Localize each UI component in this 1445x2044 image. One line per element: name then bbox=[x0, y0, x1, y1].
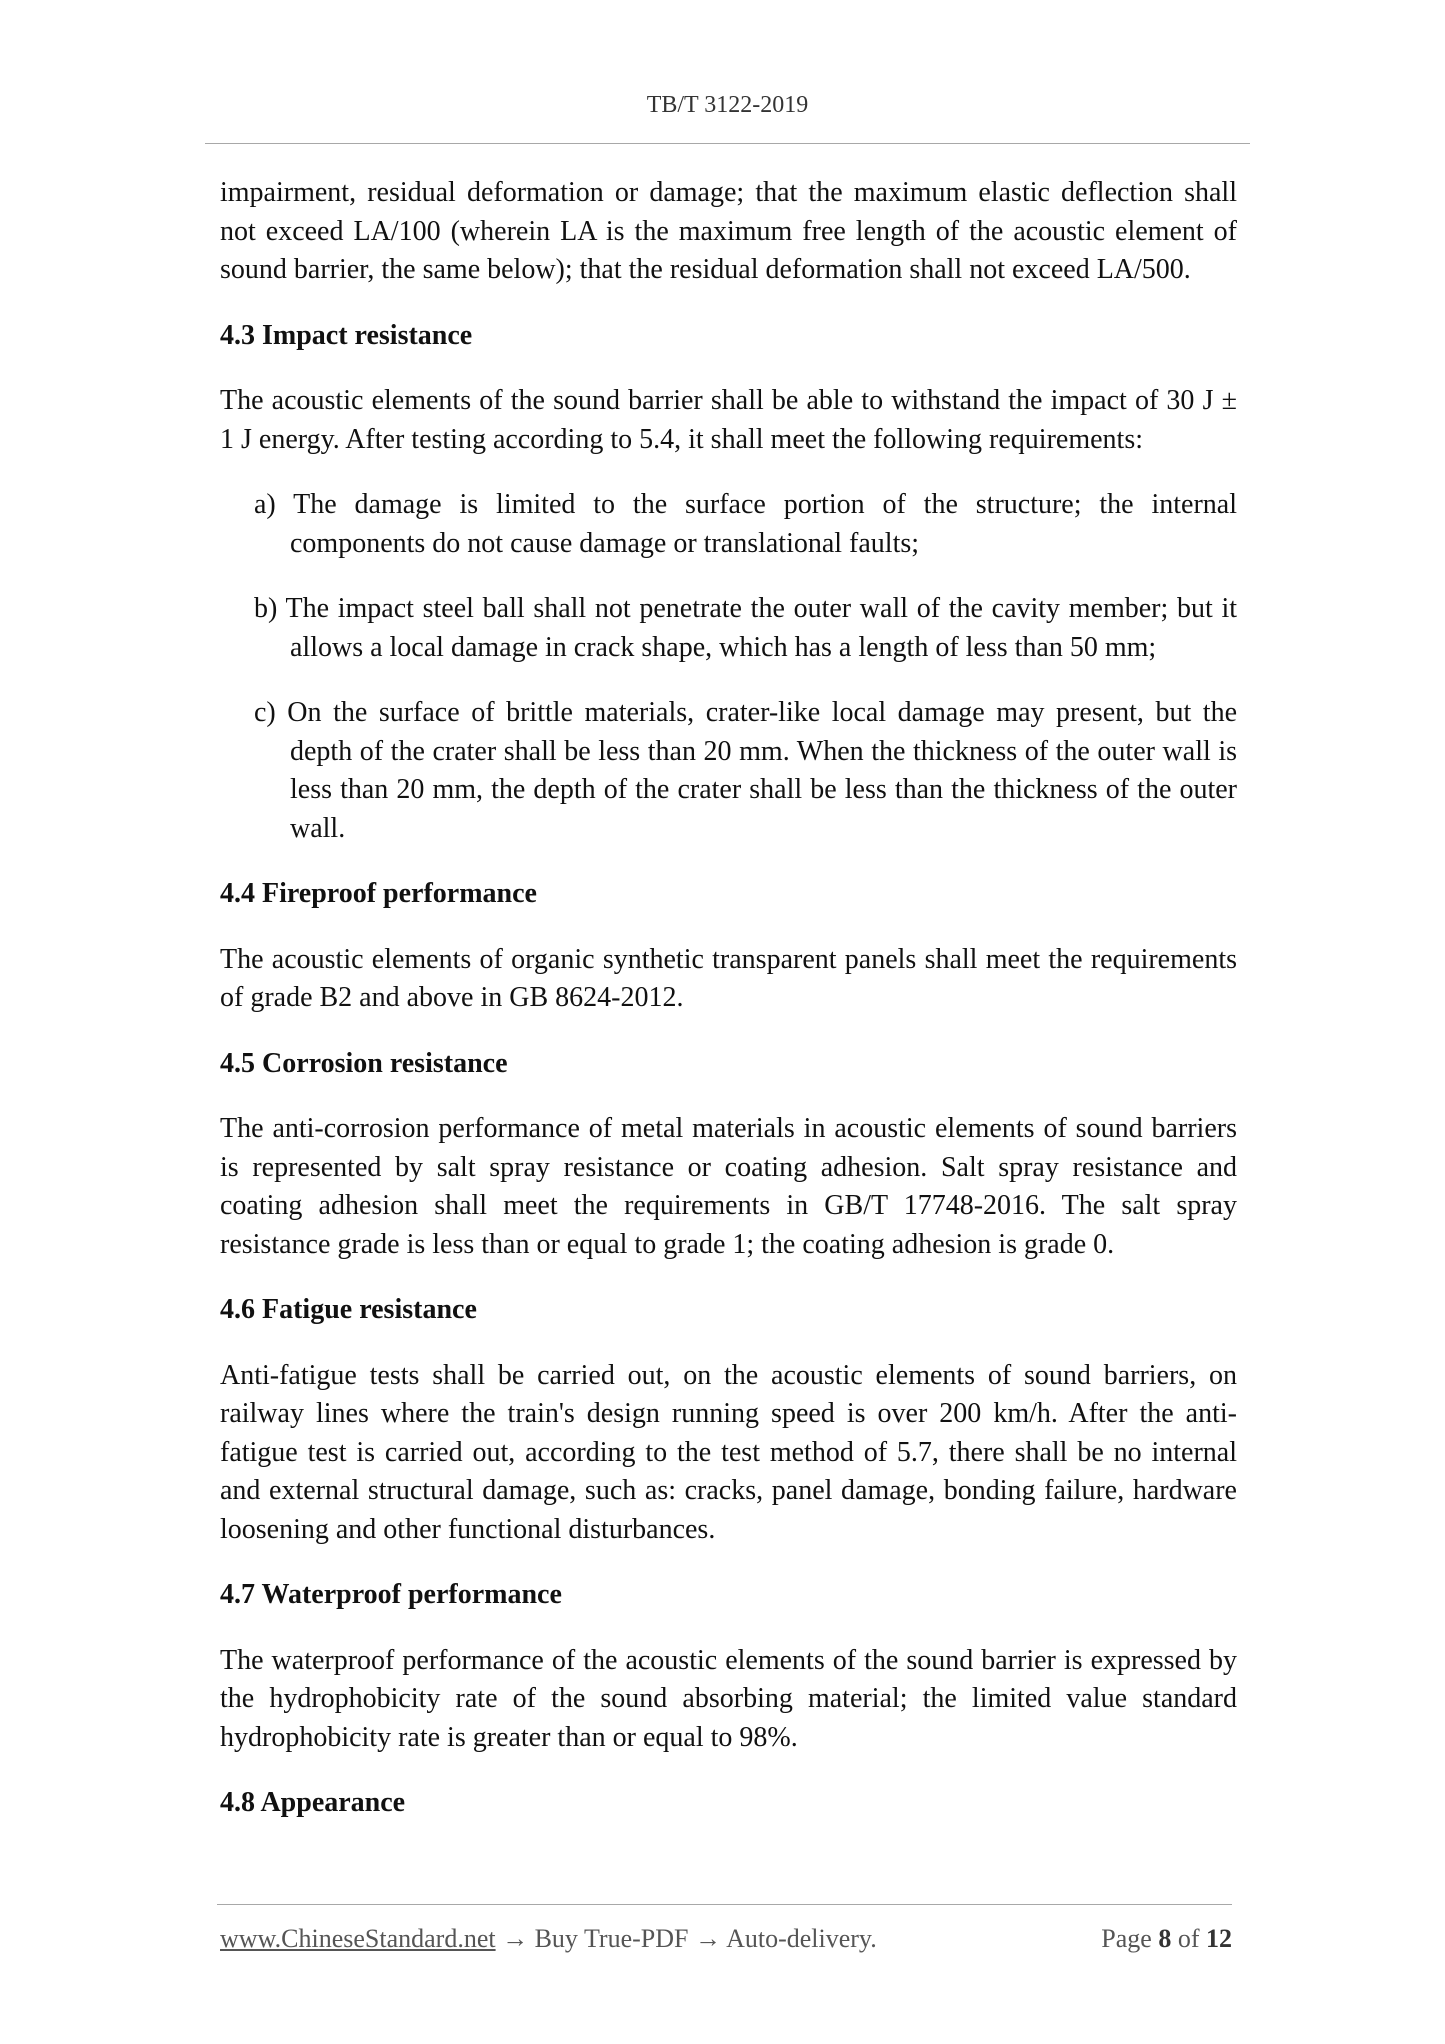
section-4-4-paragraph: The acoustic elements of organic synthetic transparent panels shall meet the requirements of grade B2 and above in GB 8624-2012. bbox=[220, 943, 1237, 1013]
total-pages: 12 bbox=[1206, 1924, 1232, 1953]
of-label: of bbox=[1177, 1924, 1200, 1953]
site-link[interactable]: www.ChineseStandard.net bbox=[220, 1924, 496, 1953]
current-page: 8 bbox=[1158, 1924, 1172, 1953]
intro-paragraph: impairment, residual deformation or damage; that the maximum elastic deflection shall not exceed LA/100 (wherein LA is the maximum free length of the acoustic element of sound barrier, the same below); that the residual deformation shall not exceed LA/500. bbox=[220, 177, 1237, 285]
section-4-3-paragraph: The acoustic elements of the sound barrier shall be able to withstand the impact of 30 J ± 1 J energy. After testing according to 5.4, it shall meet the following requirements: bbox=[220, 385, 1237, 455]
arrow-right-icon: → bbox=[502, 1924, 529, 1953]
section-4-5-heading: 4.5 Corrosion resistance bbox=[220, 1047, 508, 1079]
section-4-5-paragraph: The anti-corrosion performance of metal materials in acoustic elements of sound barriers is represented by salt spray resistance or coating adhesion. Salt spray resistance and coating adhesion shall meet the requirements in GB/T 17748-2016. The salt spray resistance grade is less than or equal to grade 1; the coating adhesion is grade 0. bbox=[220, 1113, 1237, 1260]
document-header bbox=[205, 92, 1250, 119]
section-4-4-heading: 4.4 Fireproof performance bbox=[220, 878, 537, 909]
list-item: c) On the surface of brittle materials, crater-like local damage may present, but the depth of the crater shall be less than 20 mm. When the thickness of the outer wall is less than 20 mm, the depth of the crater shall be less than the thickness of the outer wall. bbox=[254, 697, 1237, 844]
section-4-7-paragraph: The waterproof performance of the acoustic elements of the sound barrier is expressed by the hydrophobicity rate of the sound absorbing material; the limited value standard hydrophobicity rate is greater than or equal to 98%. bbox=[220, 1644, 1237, 1753]
page-number bbox=[1101, 1922, 1232, 1956]
arrow-right-icon: → bbox=[695, 1924, 721, 1953]
section-4-8-heading: 4.8 Appearance bbox=[220, 1787, 406, 1818]
list-item: b) The impact steel ball shall not penetrate the outer wall of the cavity member; but it allows a local damage in crack shape, which has a length of less than 50 mm; bbox=[254, 593, 1237, 663]
buy-true-pdf-text: Buy True-PDF bbox=[534, 1924, 689, 1953]
footer-promo bbox=[220, 1922, 877, 1956]
section-4-7-heading: 4.7 Waterproof performance bbox=[220, 1579, 562, 1610]
page-content bbox=[220, 174, 1237, 1850]
auto-delivery-text: Auto-delivery. bbox=[726, 1924, 877, 1953]
footer-divider bbox=[217, 1904, 1232, 1905]
list-item: a) The damage is limited to the surface portion of the structure; the internal components do not cause damage or translational faults; bbox=[254, 489, 1237, 559]
document-id: TB/T 3122-2019 bbox=[646, 92, 809, 118]
section-4-3-heading: 4.3 Impact resistance bbox=[220, 319, 473, 351]
page-label: Page bbox=[1101, 1924, 1152, 1953]
section-4-3-requirements-list bbox=[220, 486, 1237, 848]
section-4-6-heading: 4.6 Fatigue resistance bbox=[220, 1294, 477, 1325]
header-divider bbox=[205, 143, 1250, 144]
section-4-6-paragraph: Anti-fatigue tests shall be carried out, on the acoustic elements of sound barriers, on railway lines where the train's design running speed is over 200 km/h. After the anti-fatigue test is carried out, according to the test method of 5.7, there shall be no internal and external structural damage, such as: cracks, panel damage, bonding failure, hardware loosening and other functional disturbances. bbox=[220, 1359, 1237, 1545]
